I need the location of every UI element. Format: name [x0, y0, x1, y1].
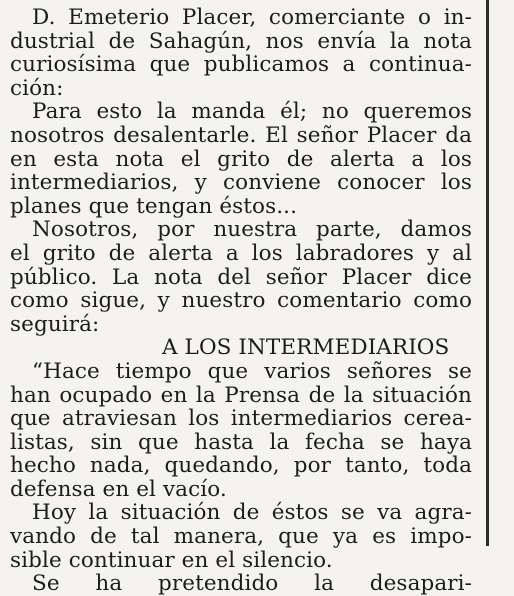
text-line: nosotros desalentarle. El señor Placer da [10, 122, 472, 148]
text-line: planes que tengan éstos... [10, 193, 298, 219]
text-line: curiosísima que publicamos a continua- [10, 52, 472, 78]
text-line: sible continuar en el silencio. [10, 547, 333, 573]
text-line: “Hace tiempo que varios señores se [32, 358, 472, 384]
text-line: han ocupado en la Prensa de la situación [10, 382, 472, 408]
text-line: Hoy la situación de éstos se va agra- [32, 500, 472, 526]
text-line: seguirá: [10, 311, 100, 337]
section-heading: A LOS INTERMEDIARIOS [162, 335, 450, 361]
text-line: en esta nota el grito de alerta a los [10, 146, 472, 172]
text-line: Para esto la manda él; no queremos [32, 99, 472, 125]
article-column [10, 6, 472, 596]
text-line: intermediarios, y conviene conocer los [10, 170, 472, 196]
text-line: hecho nada, quedando, por tanto, toda [10, 453, 472, 479]
column-rule [486, 0, 489, 546]
text-line: D. Emeterio Placer, comerciante o in- [32, 5, 472, 30]
text-line: dustrial de Sahagún, nos envía la nota [10, 28, 472, 54]
text-line: público. La nota del señor Placer dice [10, 264, 472, 290]
text-line: Se ha pretendido la desapari- [32, 571, 472, 596]
text-line: que atraviesan los intermediarios cerea- [10, 406, 472, 432]
text-line: ción: [10, 75, 64, 101]
text-line: Nosotros, por nuestra parte, damos [32, 217, 472, 243]
text-line: defensa en el vacío. [10, 476, 227, 502]
text-line: listas, sin que hasta la fecha se haya [10, 429, 472, 455]
text-line: como sigue, y nuestro comentario como [10, 288, 472, 314]
text-line: vando de tal manera, que ya es impo- [10, 524, 472, 550]
text-line: el grito de alerta a los labradores y al [10, 240, 472, 266]
